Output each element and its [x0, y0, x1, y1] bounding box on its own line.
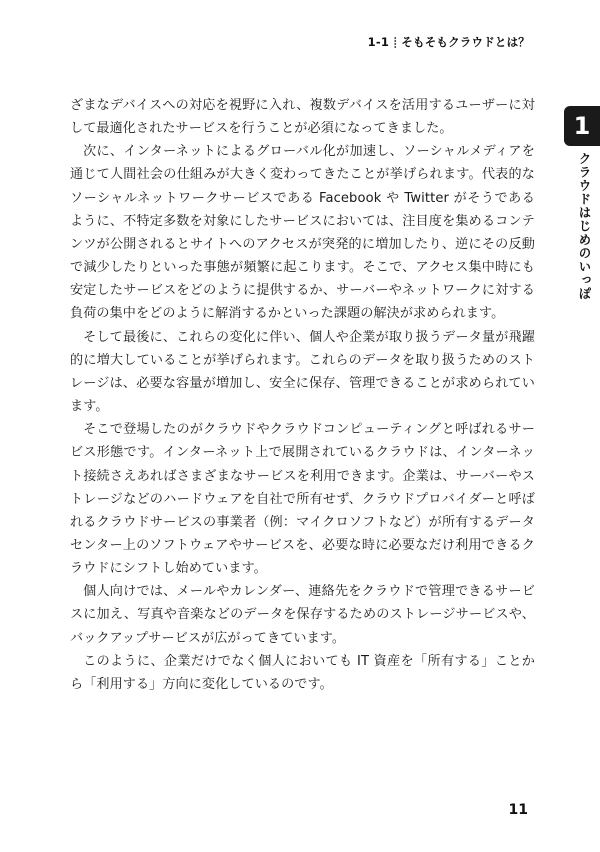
paragraph: そこで登場したのがクラウドやクラウドコンピューティングと呼ばれるサービス形態です。インターネット上で展開されているクラウドは、インターネット接続さえあればさまざまなサービスを利用できます。企業は、サーバーやストレージなどのハードウェアを自社で所有せず、クラウドプロバイダーと呼ばれるクラウドサービスの事業者（例：マイクロソフトなど）が所有するデータセンター上のソフトウェアやサービスを、必要な時に必要なだけ利用できるクラウドにシフトし始めています。	[70, 422, 535, 577]
paragraph: そして最後に、これらの変化に伴い、個人や企業が取り扱うデータ量が飛躍的に増大していることが挙げられます。これらのデータを取り扱うためのストレージは、必要な容量が増加し、安全に保存、管理できることが求められています。	[70, 329, 535, 415]
section-title: そもそもクラウドとは？	[401, 35, 530, 49]
header-separator: ┋	[392, 38, 399, 49]
paragraph: 次に、インターネットによるグローバル化が加速し、ソーシャルメディアを通じて人間社会の仕組みが大きく変わってきたことが挙げられます。代表的なソーシャルネットワークサービスである Facebook や Twitter がそうであるように、不特定多数を対象にしたサービスにおいては、注目度を集めるコンテンツが公開されるとサイトへのアクセスが突発的に増加したり、逆にその反動で減少したりといった事態が頻繁に起こります。そこで、アクセス集中時にも安定したサービスをどのように提供するか、サーバーやネットワークに対する負荷の集中をどのように解消するかといった課題の解決が求められます。	[70, 144, 535, 322]
chapter-side-title: クラウドはじめのいっぽ	[577, 152, 592, 301]
paragraph: ざまなデバイスへの対応を視野に入れ、複数デバイスを活用するユーザーに対して最適化されたサービスを行うことが必須になってきました。	[70, 98, 535, 137]
running-header	[368, 34, 530, 50]
body-text	[70, 94, 535, 696]
paragraph: このように、企業だけでなく個人においても IT 資産を「所有する」ことから「利用する」方向に変化しているのです。	[70, 653, 535, 692]
page-number: 11	[508, 802, 528, 818]
chapter-number-tab: 1	[564, 106, 600, 146]
paragraph: 個人向けでは、メールやカレンダー、連絡先をクラウドで管理できるサービスに加え、写真や音楽などのデータを保存するためのストレージサービスや、バックアップサービスが広がってきています。	[70, 584, 535, 646]
section-number: 1-1	[367, 35, 390, 49]
